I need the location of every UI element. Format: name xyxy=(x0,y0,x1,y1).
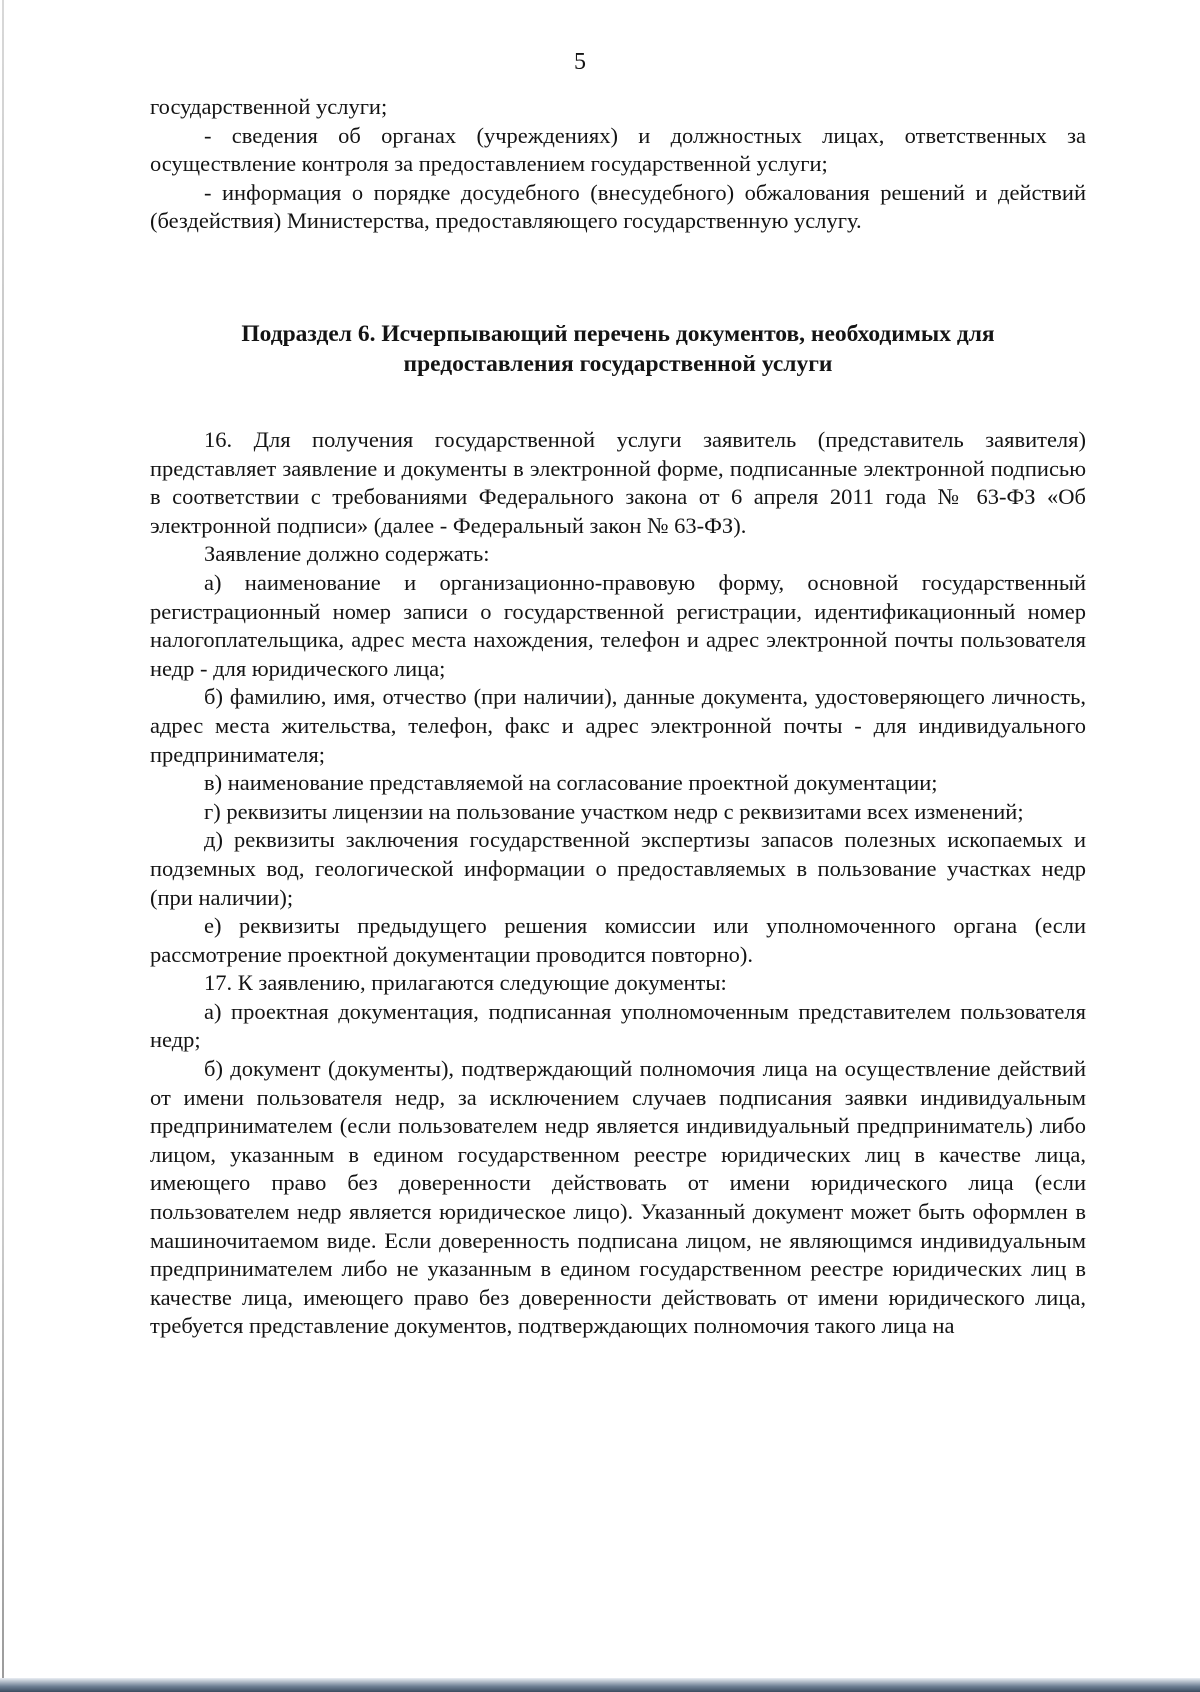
intro-paragraph: - информация о порядке досудебного (внесудебного) обжалования решений и действий (бездействия) Министерства, предоставляющего государственную услугу. xyxy=(150,179,1086,234)
list-item-d: д) реквизиты заключения государственной экспертизы запасов полезных ископаемых и подземных вод, геологической информации о предоставляемых в пользование участках недр (при наличии); xyxy=(150,827,1086,910)
attachment-item-a: а) проектная документация, подписанная уполномоченным представителем пользователя недр; xyxy=(150,998,1086,1053)
subsection-heading-line: Подраздел 6. Исчерпывающий перечень документов, необходимых для xyxy=(241,321,995,347)
paragraph-application-contents: Заявление должно содержать: xyxy=(204,541,490,567)
scan-edge-bottom xyxy=(0,1678,1200,1692)
attachment-item-b: б) документ (документы), подтверждающий полномочия лица на осуществление действий от имени пользователя недр, за исключением случаев подписания заявки индивидуальным предпринимателем (если пользователем недр является индивидуальный предприниматель) либо лицом, указанным в едином государственном реестре юридических лиц в качестве лица, имеющего право без доверенности действовать от имени юридического лица (если пользователем недр является юридическое лицо). Указанный документ может быть оформлен в машиночитаемом виде. Если доверенность подписана лицом, не являющимся индивидуальным предпринимателем либо не указанным в едином государственном реестре юридических лиц в качестве лица, имеющего право без доверенности действовать от имени юридического лица, требуется представление документов, подтверждающих полномочия такого лица на xyxy=(150,1056,1086,1339)
intro-paragraph: государственной услуги; xyxy=(150,94,388,119)
paragraph-16: 16. Для получения государственной услуги заявитель (представитель заявителя) представляет заявление и документы в электронной форме, подписанные электронной подписью в соответствии с требованиями Федерального закона от 6 апреля 2011 года № 63-ФЗ «Об электронной подписи» (далее - Федеральный закон № 63-ФЗ). xyxy=(150,427,1086,538)
intro-block xyxy=(150,93,1086,236)
page-number: 5 xyxy=(574,49,586,75)
paragraph-17: 17. К заявлению, прилагаются следующие документы: xyxy=(204,970,727,996)
list-item-e: е) реквизиты предыдущего решения комиссии или уполномоченного органа (если рассмотрение проектной документации проводится повторно). xyxy=(150,913,1086,967)
subsection-heading xyxy=(150,319,1086,379)
intro-paragraph: - сведения об органах (учреждениях) и должностных лицах, ответственных за осуществление контроля за предоставлением государственной услуги; xyxy=(150,122,1086,177)
subsection-heading-line: предоставления государственной услуги xyxy=(403,351,833,377)
scan-edge-left xyxy=(2,0,4,1692)
list-item-g: г) реквизиты лицензии на пользование участком недр с реквизитами всех изменений; xyxy=(204,798,1024,824)
list-item-a: а) наименование и организационно-правовую форму, основной государственный регистрационный номер записи о государственной регистрации, идентификационный номер налогоплательщика, адрес места нахождения, телефон и адрес электронной почты пользователя недр - для юридического лица; xyxy=(150,569,1086,681)
list-item-v: в) наименование представляемой на согласование проектной документации; xyxy=(204,770,938,796)
body-block xyxy=(150,426,1086,1341)
list-item-b: б) фамилию, имя, отчество (при наличии), данные документа, удостоверяющего личность, адрес места жительства, телефон, факс и адрес электронной почты - для индивидуального предпринимателя; xyxy=(150,684,1086,767)
